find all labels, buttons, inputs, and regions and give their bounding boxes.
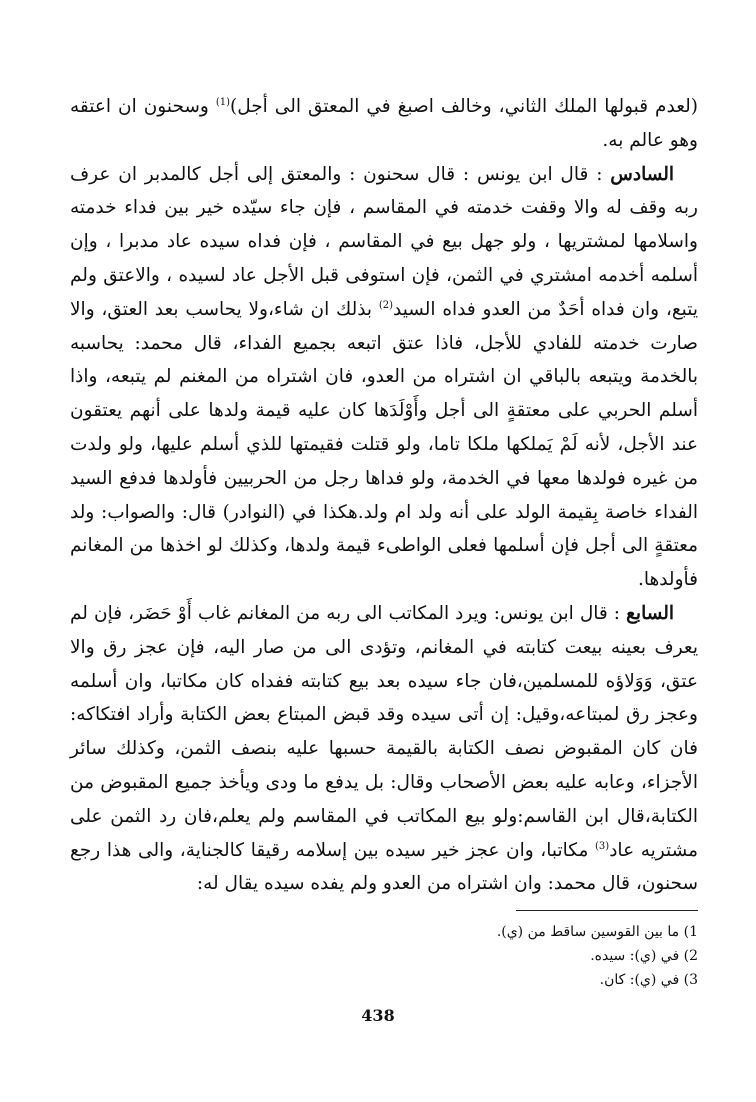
footnote-ref-3: (3) bbox=[595, 840, 610, 852]
footnotes bbox=[300, 920, 698, 992]
paragraph-1-rest: وسحنون ان اعتقه وهو عالم به. bbox=[70, 96, 698, 151]
footnote-2: 2) في (ي): سيده. bbox=[590, 948, 698, 964]
footnote-3: 3) في (ي): كان. bbox=[599, 972, 698, 988]
section-heading-seventh: السابع bbox=[626, 602, 674, 624]
paragraph-3-rest: مكاتبا، وان عجز خير سيده بين إسلامه رقيقا كالجناية، والى هذا رجع سحنون، قال محمد: وان اشتراه من العدو ولم يفده سيده يقال له: bbox=[70, 839, 698, 895]
section-heading-sixth: السادس bbox=[610, 163, 674, 185]
footnote-divider bbox=[516, 910, 698, 911]
footnote-1: 1) ما بين القوسين ساقط من (ي). bbox=[496, 924, 698, 940]
footnote-ref-2: (2) bbox=[378, 299, 393, 311]
main-text bbox=[70, 90, 698, 901]
paragraph-1 bbox=[70, 90, 698, 158]
paragraph-2-text: : قال ابن يونس : قال سحنون : والمعتق إلى أجل كالمدبر ان عرف ربه وقف له والا وقفت خدمته في المقاسم ، فإن جاء سيّده خير بين فداء خدمته واسلامها لمشتريها ، ولو جهل بيع في المقاسم ، فإن فداه سيده عاد مدبرا ، وإن أسلمه أخدمه امشتري في الثمن، فإن استوفى قبل الأجل عاد لسيده ، والاعتق ولم يتبع، وان فداه أحَدٌ من العدو فداه السيد bbox=[70, 163, 698, 320]
paragraph-1-text: (لعدم قبولها الملك الثاني، وخالف اصبغ في المعتق الى أجل) bbox=[230, 96, 698, 117]
paragraph-3-text: : قال ابن يونس: ويرد المكاتب الى ربه من المغانم غاب أَوْ حَضَر، فإن لم يعرف بعينه بيعت كتابته في المغانم، وتؤدى الى من صار اليه، فإن عجز رق والا عتق، وَوَلاؤه للمسلمين،فان جاء سيده بعد بيع كتابته ففداه كان مكاتبا، وان أسلمه وعجز رق لمبتاعه،وقيل: إن أتى سيده وقد قبض المبتاع بعض الكتابة وأراد افتكاكه: فان كان المقبوض نصف الكتابة بالقيمة حسبها عليه بنصف الثمن، وكذلك سائر الأجزاء، وعابه عليه بعض الأصحاب وقال: بل يدفع ما ودى ويأخذ جميع المقبوض من الكتابة،قال ابن القاسم:ولو بيع المكاتب في المقاسم ولم يعلم،فان رد الثمن على مشتريه عاد bbox=[70, 602, 698, 861]
paragraph-2-rest: بذلك ان شاء،ولا يحاسب بعد العتق، والا صارت خدمته للفادي للأجل، فاذا عتق اتبعه بجميع الفداء، قال محمد: يحاسبه بالخدمة ويتبعه بالباقي ان اشتراه من العدو، فان اشتراه من المغنم لم يتبعه، واذا أسلم الحربي على معتقةٍ الى أجل وأَوْلَدَها كان عليه قيمة ولدها على أنهم يعتقون عند الأجل، لأنه لَمْ يَملكها ملكا تاما، ولو قتلت فقيمتها للذي أسلم عليها، ولو ولدت من غيره فولدها معها في الخدمة، ولو فداها رجل من الحربيين فأولدها فدفع السيد الفداء خاصة بِقيمة الولد على أنه ولد ام ولد.هكذا في (النوادر) قال: والصواب: ولد معتقةٍ الى أجل فإن أسلمها فعلى الواطىء قيمة ولدها، وكذلك لو اخذها من المغانم فأولدها. bbox=[70, 298, 698, 591]
page-number: 438 bbox=[361, 1006, 395, 1025]
footnote-ref-1: (1) bbox=[215, 96, 230, 108]
paragraph-2 bbox=[70, 158, 698, 597]
paragraph-3 bbox=[70, 597, 698, 901]
